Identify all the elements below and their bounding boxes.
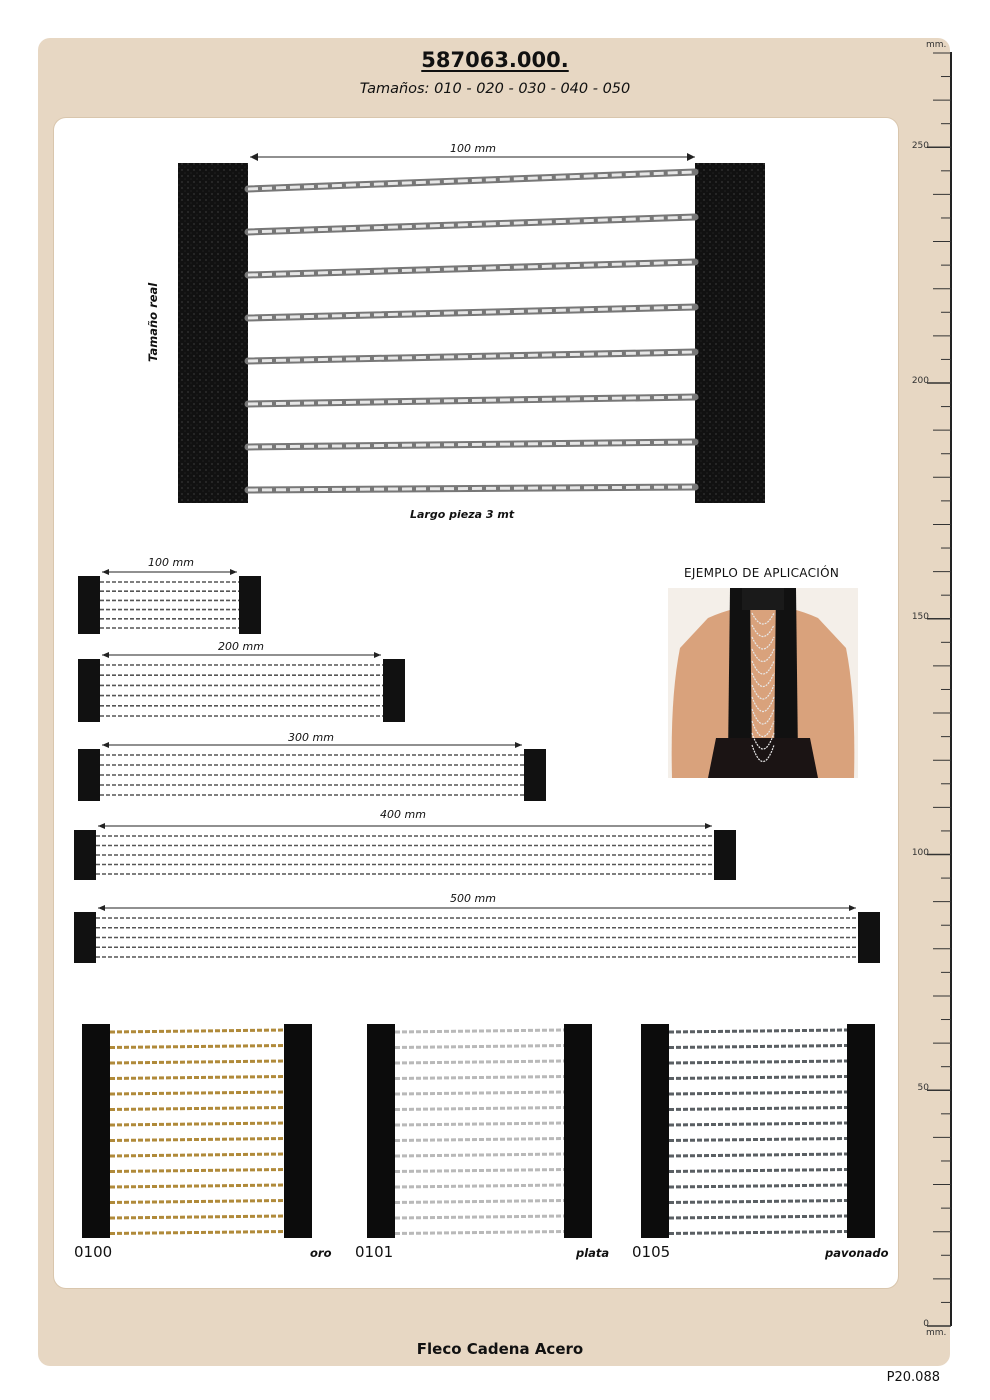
ruler-label-0: 0 bbox=[923, 1319, 929, 1329]
ruler-label-50: 50 bbox=[917, 1083, 929, 1093]
product-name: Fleco Cadena Acero bbox=[416, 1340, 584, 1358]
product-code: 587063.000. bbox=[421, 48, 569, 72]
real-size-label: Tamaño real bbox=[146, 282, 160, 362]
color-name-oro: oro bbox=[310, 1246, 332, 1260]
ruler-label-150: 150 bbox=[911, 612, 929, 622]
color-code-0101: 0101 bbox=[355, 1243, 394, 1261]
size-label-200: 200 mm bbox=[218, 640, 264, 653]
piece-length-label: Largo pieza 3 mt bbox=[410, 508, 515, 521]
ruler-label-200: 200 bbox=[911, 376, 929, 386]
size-label-500: 500 mm bbox=[450, 892, 496, 905]
page-code: P20.088 bbox=[886, 1370, 940, 1385]
size-label-300: 300 mm bbox=[288, 731, 334, 744]
color-name-pavonado: pavonado bbox=[825, 1246, 889, 1260]
size-label-100: 100 mm bbox=[148, 556, 194, 569]
color-code-0105: 0105 bbox=[632, 1243, 671, 1261]
sizes-line: Tamaños: 010 - 020 - 030 - 040 - 050 bbox=[359, 81, 631, 97]
ruler-unit-bottom: mm. bbox=[926, 1328, 947, 1338]
ruler-label-250: 250 bbox=[911, 141, 929, 151]
color-code-0100: 0100 bbox=[74, 1243, 113, 1261]
application-title: EJEMPLO DE APLICACIÓN bbox=[684, 566, 840, 580]
size-label-400: 400 mm bbox=[380, 808, 426, 821]
ruler-label-100: 100 bbox=[911, 848, 929, 858]
ruler-unit-top: mm. bbox=[926, 40, 947, 50]
main-width-label: 100 mm bbox=[450, 142, 496, 155]
color-name-plata: plata bbox=[576, 1246, 610, 1260]
